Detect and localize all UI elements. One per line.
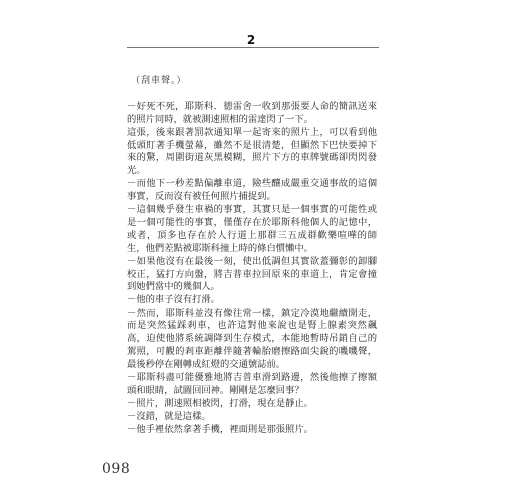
chapter-header-rule [127, 47, 379, 48]
paragraph: －照片，測速照相被閃，打滑，現在是靜止。 [127, 397, 313, 409]
chapter-number: 2 [246, 33, 256, 47]
paragraph: －好死不死，耶斯科．德雷舍一收到那張要人命的簡訊送來的照片同時，就被測速照相的雷達閃了一下。 [127, 101, 377, 125]
paragraph: －他的車子沒有打滑。 [127, 294, 220, 306]
page-number: 098 [102, 461, 131, 477]
body-text [127, 101, 377, 437]
paragraph: 這張，後來跟著罰款通知單一起寄來的照片上，可以看到他低頭盯著手機螢幕，雖然不是很清楚，但顯然下巴快要掉下來的驚，周圍街道灰黑模糊，照片下方的車牌號碼卻閃閃發光。 [127, 126, 377, 177]
paragraph: －耶斯科盡可能優雅地將吉普車滑到路邊，然後他擦了擦額頭和眼睛，試圖回回神。剛剛是怎麼回事？ [127, 371, 377, 396]
paragraph: －然而，耶斯科並沒有像往常一樣，鎮定冷漠地繼續開走，而是突然猛踩剎車，也許這對他來說也是腎上腺素突然飆高，迫使他將系統調降到生存模式，本能地暫時吊銷自己的駕照，可觀的剎車距離伴隨著輪胎磨擦路面尖銳的嘰嘰聲，最後秒停在剛轉成紅燈的交通號誌前。 [127, 307, 377, 370]
paragraph: －而他下一秒差點偏離車道，險些釀成嚴重交通事故的這個事實，反而沒有被任何照片捕捉到。 [127, 178, 377, 203]
paragraph: －如果他沒有在最後一刻，使出低調但其實欲蓋彌彰的卸腳校正，猛打方向盤，將吉普車拉回原來的車道上，肯定會撞到她們當中的幾個人。 [127, 255, 377, 293]
sound-effect-line: （刮車聲。） [131, 76, 187, 86]
paragraph: －沒錯，就是這樣。 [127, 410, 211, 422]
paragraph: －他手裡依然拿著手機，裡面則是那張照片。 [127, 423, 313, 435]
paragraph: －這個幾乎發生車禍的事實，其實只是一個事實的可能性或是一個可能性的事實，僅僅存在於耶斯科他個人的記憶中，或者，頂多也存在於人行道上那群三五成群歡樂喧嘩的師生，他們差點被耶斯科撞上時的條白慣懶中。 [127, 204, 377, 254]
